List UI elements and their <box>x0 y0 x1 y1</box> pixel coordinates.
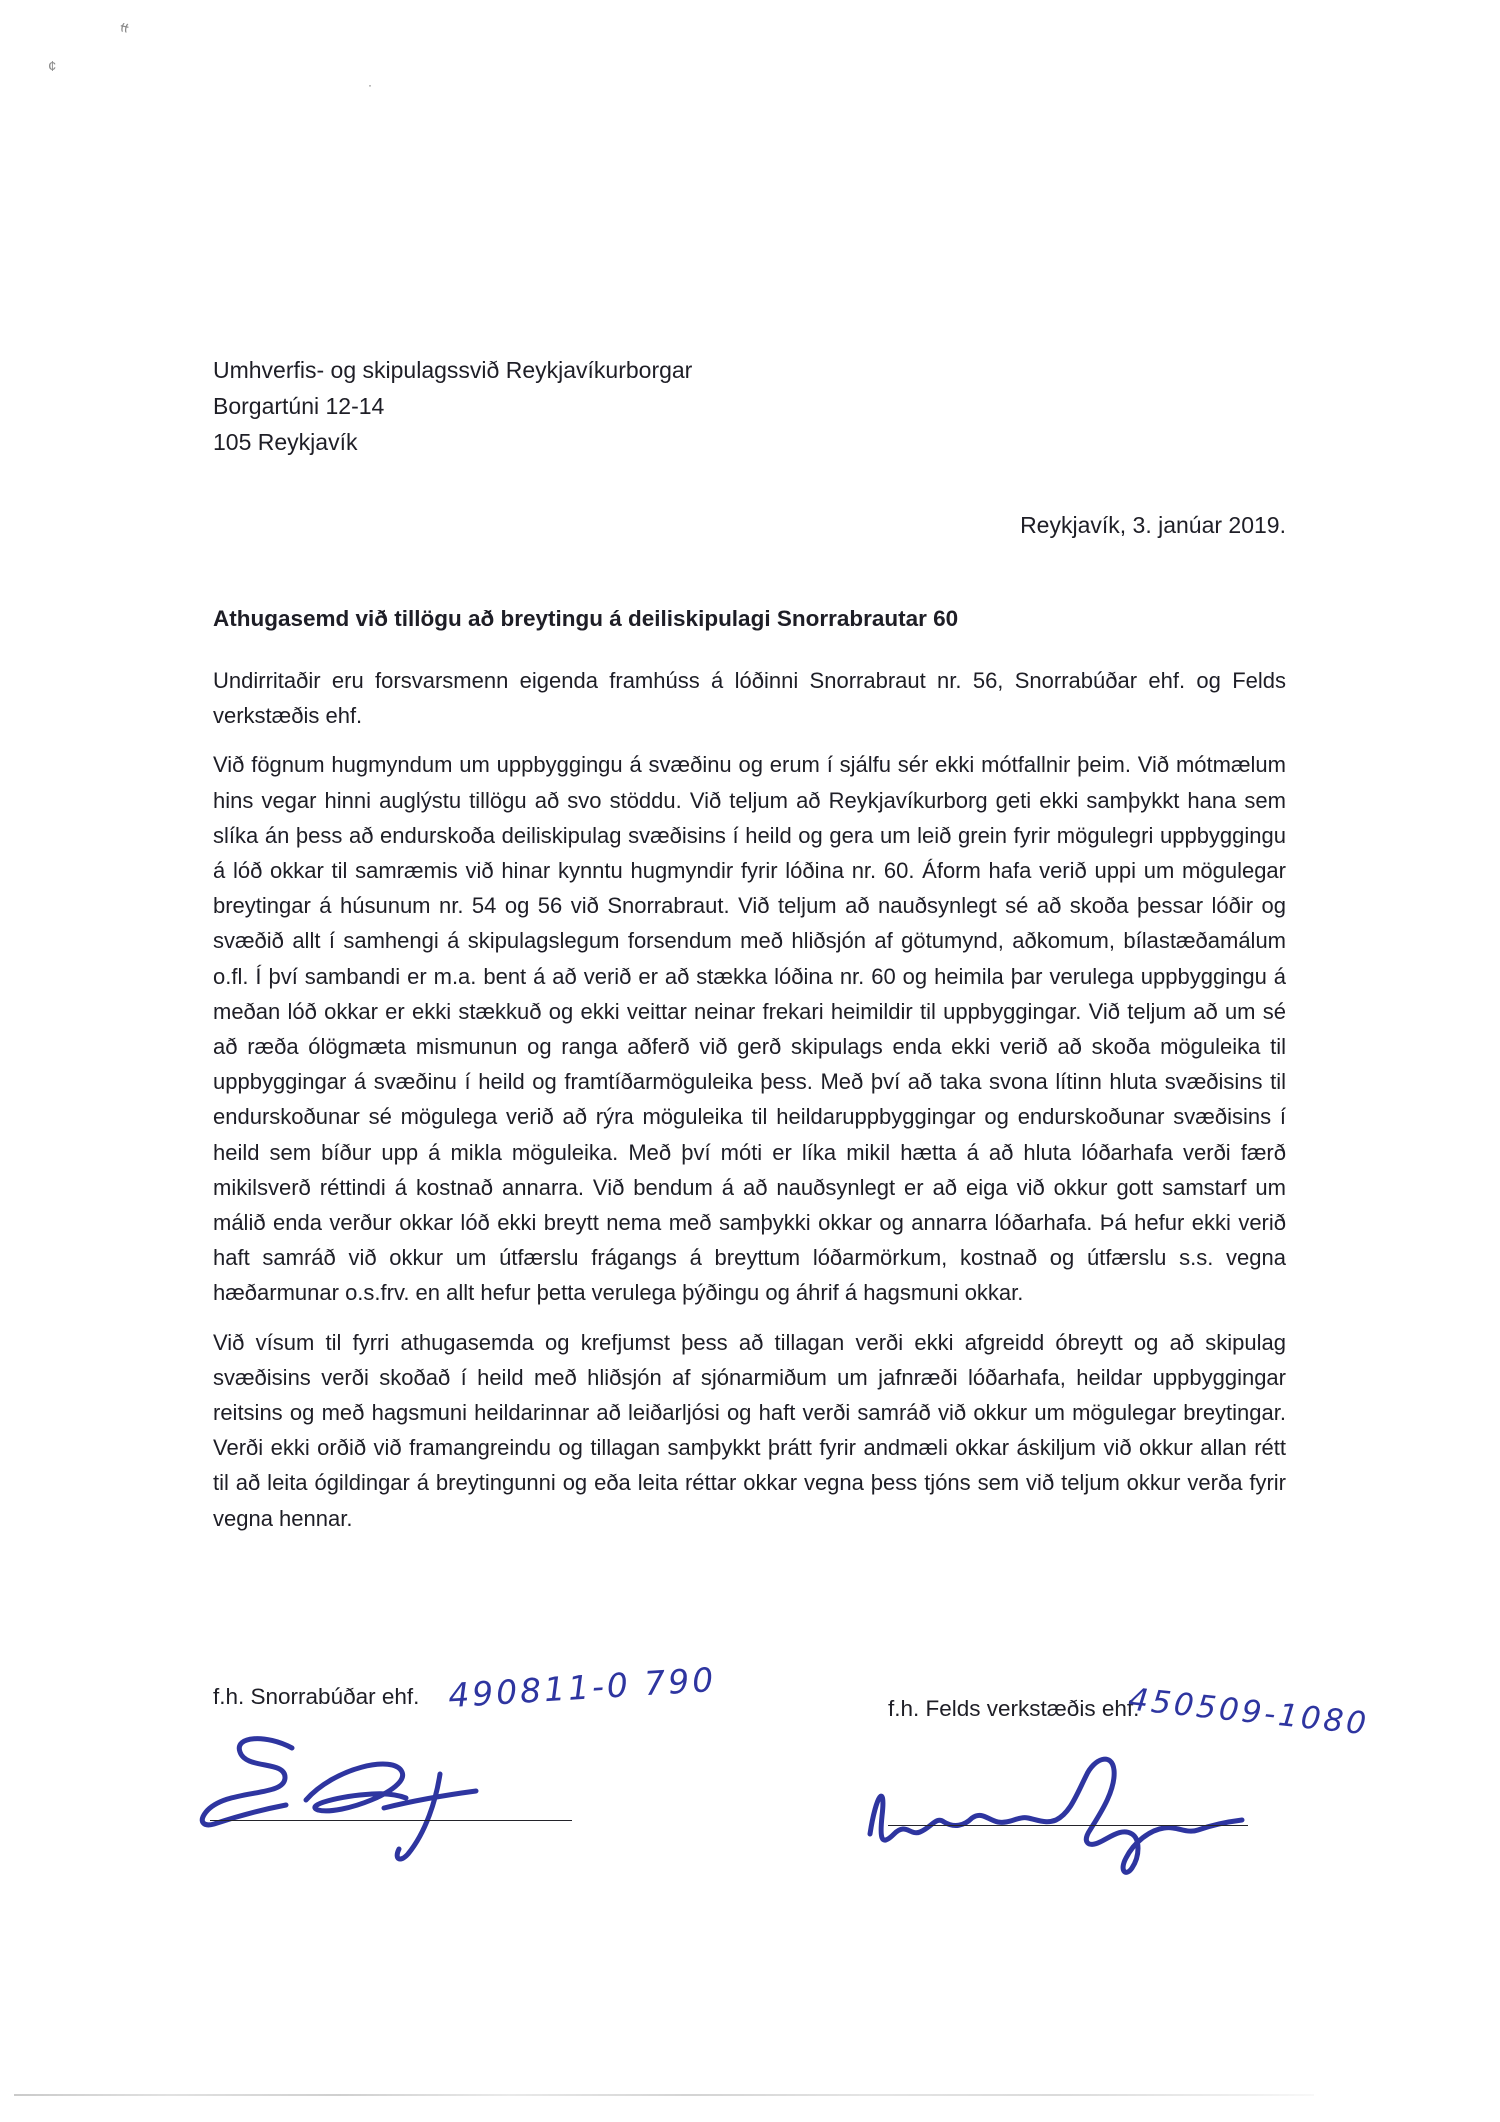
scan-artifact: ¢ <box>48 58 57 75</box>
subject-title: Athugasemd við tillögu að breytingu á deiliskipulagi Snorrabrautar 60 <box>213 606 959 631</box>
recipient-line-1: Umhverfis- og skipulagssvið Reykjavíkurborgar <box>213 357 693 383</box>
signature-line-left <box>210 1820 572 1821</box>
date-line: Reykjavík, 3. janúar 2019. <box>1020 512 1286 538</box>
scan-artifact: ᰙ <box>118 18 131 37</box>
signature-left <box>188 1732 488 1872</box>
paragraph-2: Við fögnum hugmyndum um uppbyggingu á svæðinu og erum í sjálfu sér ekki mótfallnir þeim. Við mótmælum hins vegar hinni auglýstu tillögu að svo stöddu. Við teljum að Reykjavíkurborg geti ekki samþykkt hana sem slíka án þess að endurskoða deiliskipulag svæðisins í heild og gera um leið grein fyrir mögulegri uppbyggingu á lóð okkar til samræmis við hinar kynntu hugmyndir fyrir lóðina nr. 60. Áform hafa verið uppi um mögulegar breytingar á húsunum nr. 54 og 56 við Snorrabraut. Við teljum að nauðsynlegt sé að skoða þessar lóðir og svæðið allt í samhengi á skipulagslegum forsendum með hliðsjón af götumynd, aðkomum, bílastæðamálum o.fl. Í því sambandi er m.a. bent á að verið er að stækka lóðina nr. 60 og heimila þar verulega uppbyggingu á meðan lóð okkar er ekki stækkuð og ekki veittar neinar frekari heimildir til uppbyggingar. Við teljum að um sé að ræða ólögmæta mismunun og ranga aðferð við gerð skipulags enda ekki verið að skoða möguleika til uppbyggingar á svæðinu í heild og framtíðarmöguleika þess. Með því að taka svona lítinn hluta svæðisins til endurskoðunar sé mögulega verið að rýra möguleika til heildaruppbyggingar og endurskoðunar svæðisins í heild sem bíður upp á mikla möguleika. Með því móti er líka mikil hætta á að hluta lóðarhafa verði færð mikilsverð réttindi á kostnað annarra. Við bendum á að nauðsynlegt er að eiga við okkur gott samstarf um málið enda verður okkar lóð ekki breytt nema með samþykki okkar og annarra lóðarhafa. Þá hefur ekki verið haft samráð við okkur um útfærslu frágangs á breyttum lóðarmörkum, kostnað og útfærslu s.s. vegna hæðarmunar o.s.frv. en allt hefur þetta verulega þýðingu og áhrif á hagsmuni okkar. <box>213 752 1286 1306</box>
signature-left-label: f.h. Snorrabúðar ehf. <box>213 1684 420 1709</box>
signature-right <box>858 1756 1258 1886</box>
letter-body <box>213 663 1286 1550</box>
paragraph-1: Undirritaðir eru forsvarsmenn eigenda framhúss á lóðinni Snorrabraut nr. 56, Snorrabúðar ehf. og Felds verkstæðis ehf. <box>213 668 1286 729</box>
signature-right-label: f.h. Felds verkstæðis ehf. <box>888 1696 1140 1721</box>
recipient-line-3: 105 Reykjavík <box>213 429 358 455</box>
recipient-address <box>213 352 692 460</box>
paragraph-3: Við vísum til fyrri athugasemda og krefjumst þess að tillagan verði ekki afgreidd óbreytt og að skipulag svæðisins verði skoðað í heild með hliðsjón af sjónarmiðum um jafnræði lóðarhafa, heildar uppbyggingar reitsins og með hagsmuni heildarinnar að leiðarljósi og haft verði samráð við okkur um mögulegar breytingar. Verði ekki orðið við framangreindu og tillagan samþykkt þrátt fyrir andmæli okkar áskiljum við okkur allan rétt til að leita ógildingar á breytingunni og eða leita réttar okkar vegna þess tjóns sem við teljum okkur verða fyrir vegna hennar. <box>213 1329 1286 1531</box>
signature-right-handwritten-id: 450509-1080 <box>1126 1681 1371 1743</box>
scan-edge-line <box>14 2094 1314 2096</box>
recipient-line-2: Borgartúni 12-14 <box>213 393 385 419</box>
signature-left-handwritten-id: 490811-0 790 <box>447 1659 718 1716</box>
scan-artifact: · <box>368 78 372 92</box>
signature-line-right <box>888 1825 1248 1826</box>
